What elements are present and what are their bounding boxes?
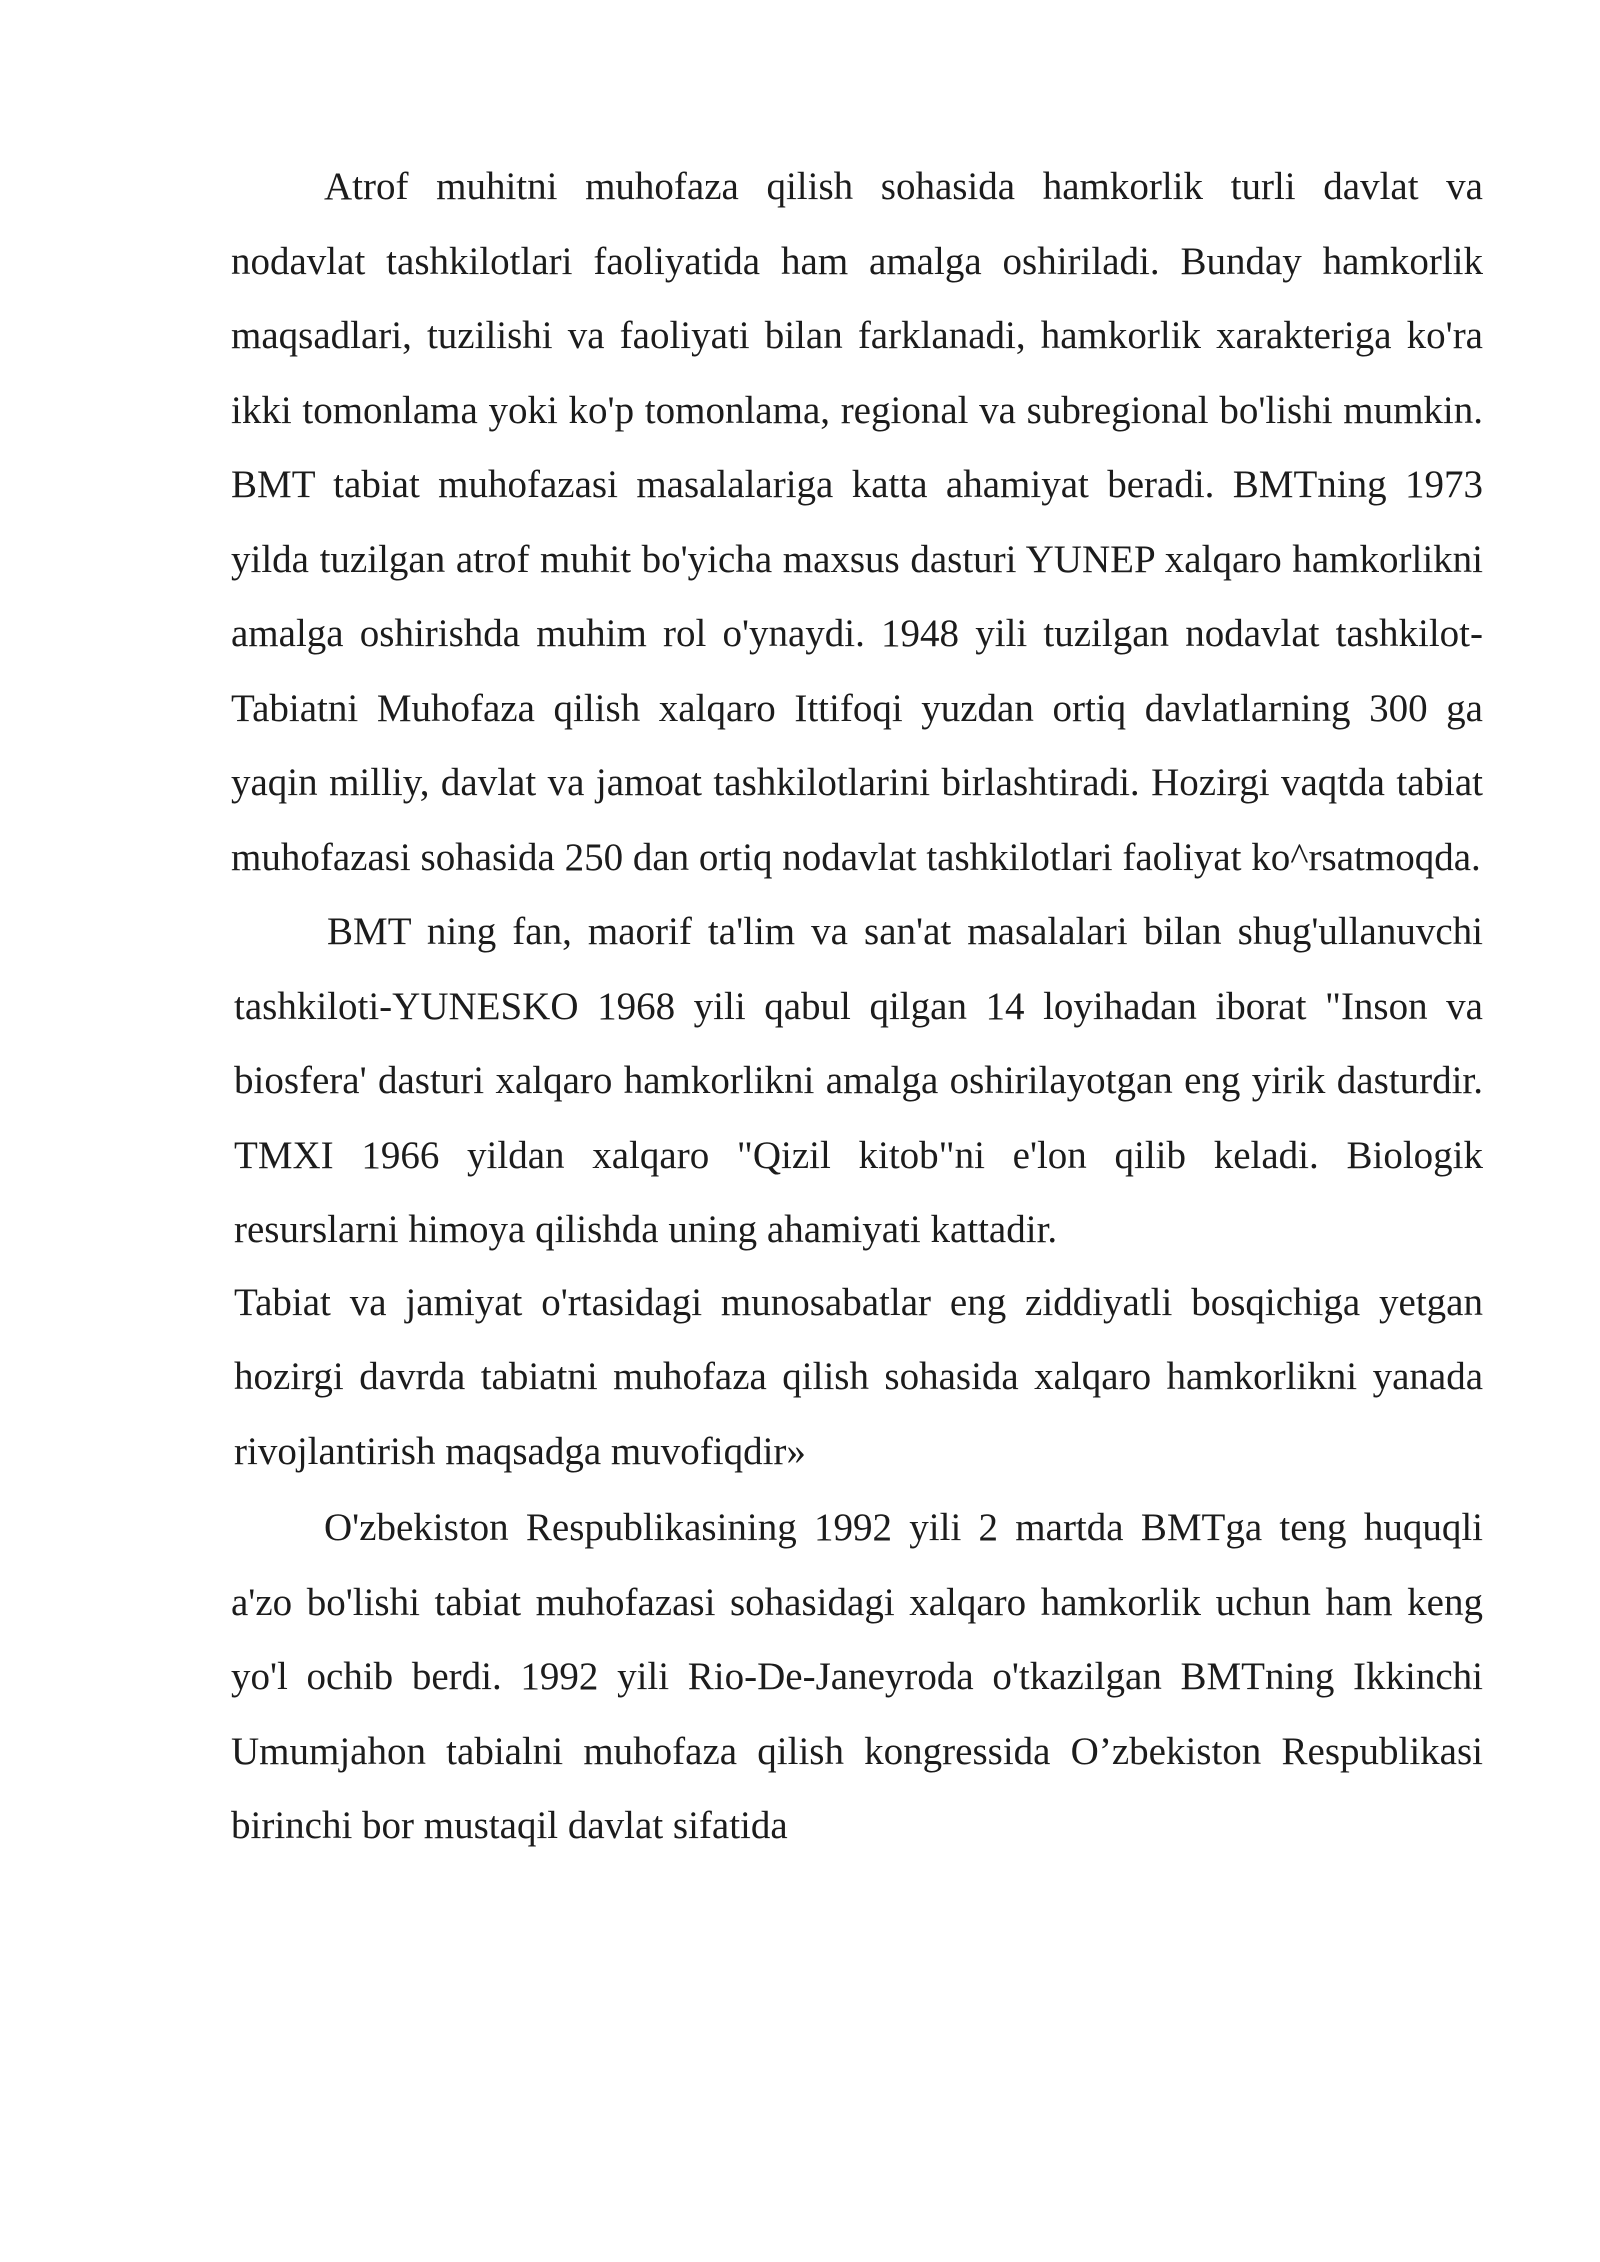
paragraph-unesco-program: BMT ning fan, maorif ta'lim va san'at masalalari bilan shug'ullanuvchi tashkiloti-YUNESKO 1968 yili qabul qilgan 14 loyihadan iborat "Inson va biosfera' dasturi xalqaro hamkorlikni amalga oshirilayotgan eng yirik dasturdir. TMXI 1966 yildan xalqaro "Qizil kitob"ni e'lon qilib keladi. Biologik resurslarni himoya qilishda uning ahamiyati kattadir. [234, 910, 1483, 1251]
paragraph-nature-society-relations: Tabiat va jamiyat o'rtasidagi munosabatlar eng ziddiyatli bosqichiga yetgan hozirgi davrda tabiatni muhofaza qilish sohasida xalqaro hamkorlikni yanada rivojlantirish maqsadga muvofiqdir» [234, 1280, 1483, 1473]
paragraph-international-cooperation: Atrof muhitni muhofaza qilish sohasida hamkorlik turli davlat va nodavlat tashkilotlari faoliyatida ham amalga oshiriladi. Bunday hamkorlik maqsadlari, tuzilishi va faoliyati bilan farklanadi, hamkorlik xarakteriga ko'ra ikki tomonlama yoki ko'p tomonlama, regional va subregional bo'lishi mumkin. BMT tabiat muhofazasi masalalariga katta ahamiyat beradi. BMTning 1973 yilda tuzilgan atrof muhit bo'yicha maxsus dasturi YUNEP xalqaro hamkorlikni amalga oshirishda muhim rol o'ynaydi. 1948 yili tuzilgan nodavlat tashkilot-Tabiatni Muhofaza qilish xalqaro Ittifoqi yuzdan ortiq davlatlarning 300 ga yaqin milliy, davlat va jamoat tashkilotlarini birlashtiradi. Hozirgi vaqtda tabiat muhofazasi sohasida 250 dan ortiq nodavlat tashkilotlari faoliyat ko^rsatmoqda. [231, 165, 1483, 879]
body-text [231, 150, 1483, 1864]
paragraph-uzbekistan-un-membership: O'zbekiston Respublikasining 1992 yili 2 martda BMTga teng huquqli a'zo bo'lishi tabiat muhofazasi sohasidagi xalqaro hamkorlik uchun ham keng yo'l ochib berdi. 1992 yili Rio-De-Janeyroda o'tkazilgan BMTning Ikkinchi Umumjahon tabialni muhofaza qilish kongressida O’zbekiston Respublikasi birinchi bor mustaqil davlat sifatida [231, 1506, 1483, 1847]
